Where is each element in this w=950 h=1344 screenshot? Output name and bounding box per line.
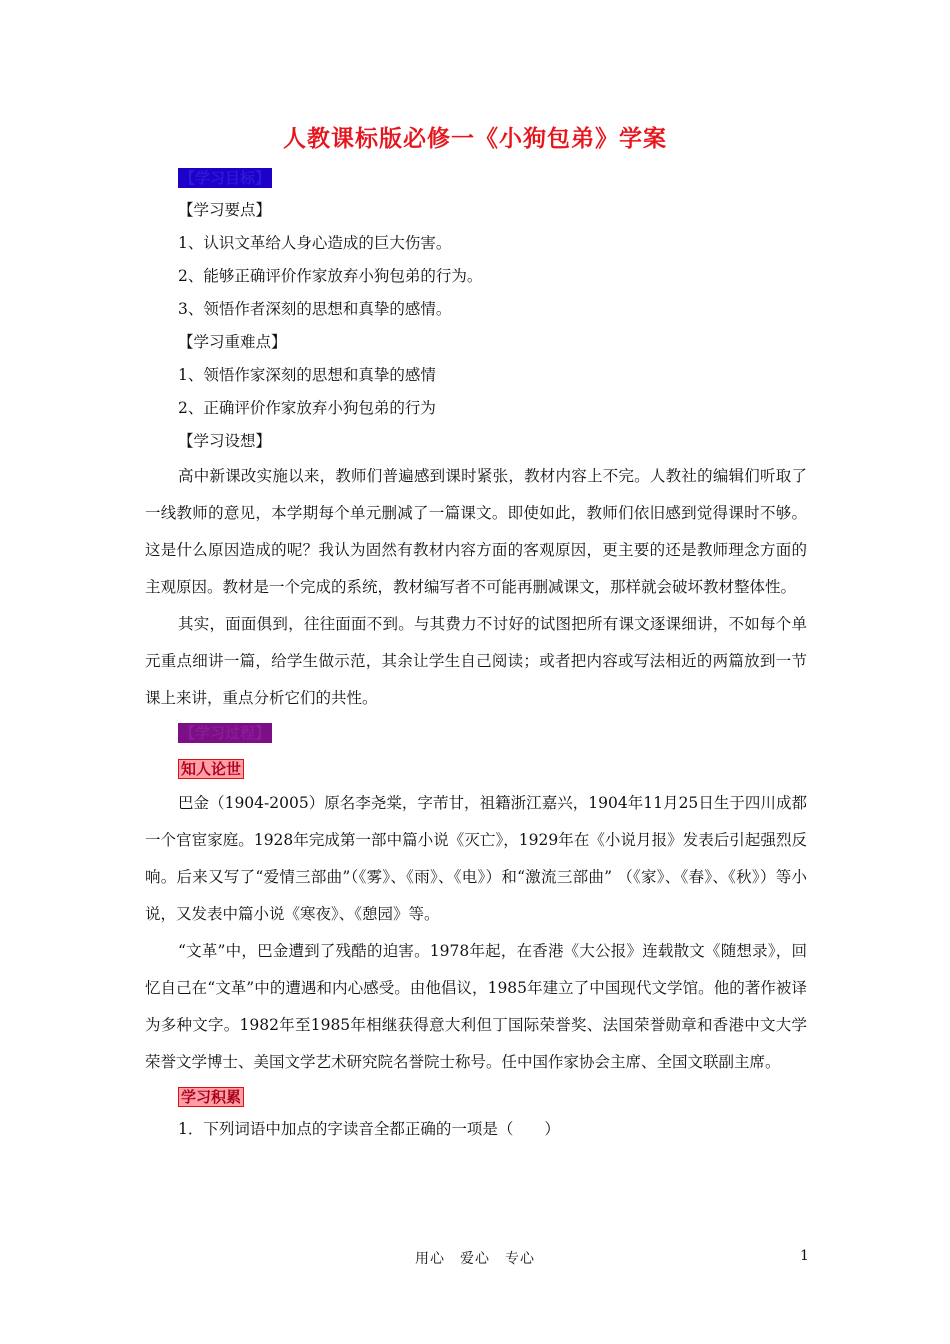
idea-paragraph-2: 其实，面面俱到，往往面面不到。与其费力不讨好的试图把所有课文逐课细讲，不如每个单元重点细讲一篇，给学生做示范，其余让学生自己阅读；或者把内容或写法相近的两篇放到一节课上来讲，重点分析它们的共性。 xyxy=(145,615,807,707)
document-body xyxy=(145,162,807,1146)
section-tag-author: 知人论世 xyxy=(178,759,244,779)
footer-motto: 用心 爱心 专心 xyxy=(415,1251,535,1267)
author-paragraph-2: “文革”中，巴金遭到了残酷的迫害。1978年起，在香港《大公报》连载散文《随想录》，回忆自己在“文革”中的遭遇和内心感受。由他倡议，1985年建立了中国现代文学馆。他的著作被译为多种文字。1982年至1985年相继获得意大利但丁国际荣誉奖、法国荣誉勋章和香港中文大学荣誉文学博士、美国文学艺术研究院名誉院士称号。任中国作家协会主席、全国文联副主席。 xyxy=(145,942,807,1071)
question-1: 1．下列词语中加点的字读音全都正确的一项是（ ） xyxy=(178,1120,560,1138)
difficult-item-2: 2、正确评价作家放弃小狗包弟的行为 xyxy=(178,399,436,417)
idea-heading: 【学习设想】 xyxy=(178,432,272,450)
point-item-1: 1、认识文革给人身心造成的巨大伤害。 xyxy=(178,234,452,252)
section-tag-process: 【学习过程】 xyxy=(180,724,271,742)
section-tag-accumulation: 学习积累 xyxy=(178,1087,244,1107)
page-title: 人教课标版必修一《小狗包弟》学案 xyxy=(283,125,667,152)
points-heading: 【学习要点】 xyxy=(178,201,272,219)
section-tag-goal: 【学习目标】 xyxy=(180,169,271,187)
difficult-item-1: 1、领悟作家深刻的思想和真挚的感情 xyxy=(178,366,436,384)
point-item-2: 2、能够正确评价作家放弃小狗包弟的行为。 xyxy=(178,267,483,285)
author-paragraph-1: 巴金（1904-2005）原名李尧棠，字芾甘，祖籍浙江嘉兴，1904年11月25日生于四川成都一个官宦家庭。1928年完成第一部中篇小说《灭亡》，1929年在《小说月报》发表后引起强烈反响。后来又写了“爱情三部曲”（《雾》、《雨》、《电》）和“激流三部曲” （《家》、《春》、《秋》）等小说，又发表中篇小说《寒夜》、《憩园》等。 xyxy=(145,794,807,923)
idea-paragraph-1: 高中新课改实施以来，教师们普遍感到课时紧张，教材内容上不完。人教社的编辑们听取了一线教师的意见，本学期每个单元删减了一篇课文。即使如此，教师们依旧感到觉得课时不够。这是什么原因造成的呢？我认为固然有教材内容方面的客观原因，更主要的还是教师理念方面的主观原因。教材是一个完成的系统，教材编写者不可能再删减课文，那样就会破坏教材整体性。 xyxy=(145,467,807,596)
point-item-3: 3、领悟作者深刻的思想和真挚的感情。 xyxy=(178,300,452,318)
difficult-heading: 【学习重难点】 xyxy=(178,333,287,351)
page-number: 1 xyxy=(800,1248,809,1264)
